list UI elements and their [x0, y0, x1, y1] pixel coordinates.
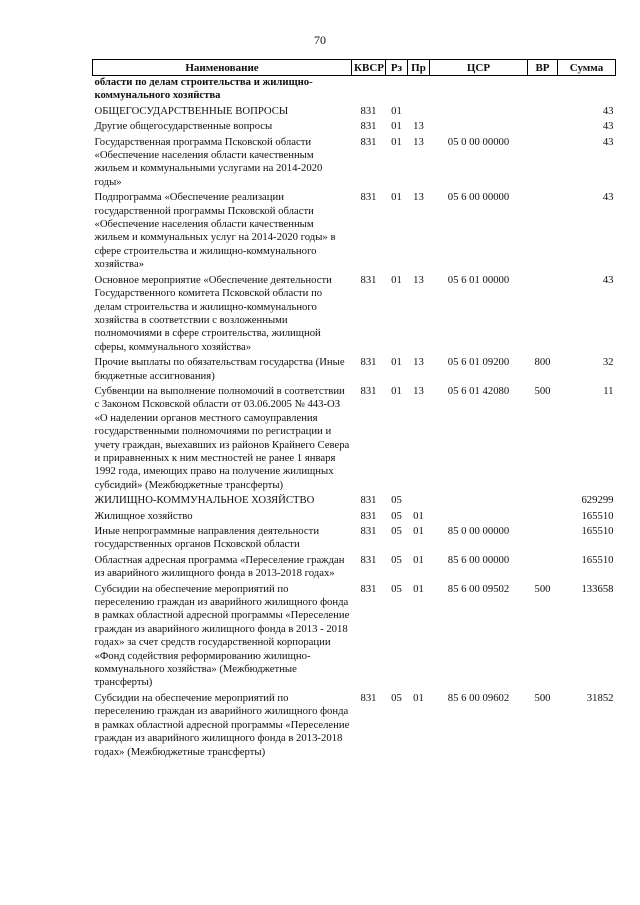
row-sum: 11	[603, 384, 614, 397]
header-kvsr: КВСР	[352, 60, 386, 76]
row-csr: 05 6 01 00000	[447, 273, 510, 286]
row-sum: 32	[602, 356, 614, 369]
table-row	[93, 189, 616, 271]
row-name: Жилищное хозяйство	[94, 509, 193, 522]
row-rz: 05	[391, 525, 402, 537]
row-vr: 500	[534, 582, 551, 595]
row-vr	[528, 118, 558, 133]
row-sum: 43	[602, 273, 614, 286]
row-rz: 05	[391, 494, 402, 507]
row-vr	[528, 492, 558, 507]
row-rz	[386, 76, 408, 103]
row-pr: 01	[413, 509, 424, 522]
row-pr: 01	[413, 582, 424, 595]
row-pr: 13	[413, 191, 424, 204]
row-vr: 500	[534, 384, 551, 397]
row-vr	[528, 272, 558, 354]
row-vr	[528, 189, 558, 271]
row-sum: 133658	[581, 582, 614, 595]
row-csr	[430, 118, 528, 133]
row-csr: 85 6 00 09602	[447, 691, 510, 704]
row-name: Субсидии на обеспечение мероприятий по переселению граждан из аварийного жилищного фонда в рамках областной адресной программы «Переселение граждан из аварийного жилищного фонда в 2013 - 2018 годах» за счет средств государственной корпорации «Фонд содействия реформированию жилищно-коммунального хозяйства» (Межбюджетные трансферты)	[94, 582, 350, 689]
row-sum: 43	[602, 191, 614, 204]
row-sum	[558, 76, 616, 103]
row-pr: 13	[413, 135, 424, 148]
header-sum: Сумма	[558, 60, 616, 76]
row-sum: 31852	[586, 691, 614, 704]
row-rz: 05	[391, 691, 402, 704]
row-sum: 43	[602, 104, 614, 117]
row-sum: 165510	[581, 525, 614, 537]
row-vr: 800	[534, 356, 551, 369]
row-pr: 13	[413, 356, 424, 369]
table-row	[93, 492, 616, 507]
table-row	[93, 134, 616, 190]
page-number: 70	[314, 33, 326, 47]
row-vr: 500	[534, 691, 551, 704]
row-pr: 13	[413, 120, 424, 133]
table-row	[93, 272, 616, 354]
row-name: области по делам строительства и жилищно-коммунального хозяйства	[94, 76, 313, 102]
row-csr: 05 6 01 42080	[447, 384, 510, 397]
row-csr	[430, 76, 528, 103]
row-pr: 01	[413, 553, 424, 566]
row-name: Субсидии на обеспечение мероприятий по переселению граждан из аварийного жилищного фонда в рамках областной адресной программы «Переселение граждан из аварийного жилищного фонда в 2013-2018 годах» (Межбюджетные трансферты)	[94, 691, 350, 758]
table-row	[93, 76, 616, 103]
header-rz: Рз	[386, 60, 408, 76]
row-csr: 05 0 00 00000	[447, 135, 510, 148]
row-csr	[430, 508, 528, 523]
row-rz: 01	[391, 384, 402, 397]
budget-table	[92, 59, 616, 759]
row-vr	[528, 552, 558, 581]
table-row	[93, 354, 616, 383]
row-rz: 01	[391, 135, 402, 148]
row-csr: 85 6 00 00000	[447, 553, 510, 566]
row-name: Субвенции на выполнение полномочий в соответствии с Законом Псковской области от 03.06.2005 № 443-ОЗ «О наделении органов местного самоуправления государственными полномочиями по регистрации и учету граждан, выехавших из районов Крайнего Севера и приравненных к ним местностей не ранее 1 января 1992 года, имеющих право на получение жилищных субсидий» (Межбюджетные трансферты)	[94, 384, 350, 491]
row-kvsr: 831	[360, 191, 377, 204]
row-kvsr: 831	[360, 553, 377, 566]
row-kvsr: 831	[360, 509, 377, 522]
row-csr: 85 6 00 09502	[447, 582, 510, 595]
table-row	[93, 523, 616, 552]
header-csr: ЦСР	[430, 60, 528, 76]
row-name: Областная адресная программа «Переселение граждан из аварийного жилищного фонда в 2013-2018 годах»	[94, 553, 345, 580]
row-vr	[528, 523, 558, 552]
row-name: Другие общегосударственные вопросы	[94, 120, 273, 133]
row-vr	[528, 508, 558, 523]
row-rz: 01	[391, 120, 402, 133]
row-pr	[408, 492, 430, 507]
row-sum: 165510	[581, 553, 614, 566]
row-kvsr: 831	[360, 384, 377, 397]
row-csr: 05 6 00 00000	[447, 191, 510, 204]
row-sum: 165510	[581, 509, 614, 522]
table-header-row	[93, 60, 616, 76]
row-kvsr: 831	[360, 104, 377, 117]
row-sum: 43	[602, 135, 614, 148]
table-row	[93, 383, 616, 492]
header-pr: Пр	[408, 60, 430, 76]
row-name: ЖИЛИЩНО-КОММУНАЛЬНОЕ ХОЗЯЙСТВО	[94, 494, 315, 507]
row-kvsr: 831	[360, 494, 377, 507]
row-name: ОБЩЕГОСУДАРСТВЕННЫЕ ВОПРОСЫ	[94, 104, 289, 117]
table-row	[93, 552, 616, 581]
row-name: Основное мероприятие «Обеспечение деятельности Государственного комитета Псковской области по делам строительства и жилищно-коммунального хозяйства в соответствии с возложенными полномочиями в сфере строительства, жилищной сферы, коммунального хозяйства»	[94, 273, 332, 353]
header-name: Наименование	[93, 60, 352, 76]
row-pr: 01	[413, 691, 424, 704]
table-row	[93, 118, 616, 133]
row-sum: 43	[602, 120, 614, 133]
row-kvsr: 831	[360, 356, 377, 369]
row-rz: 01	[391, 273, 402, 286]
table-row	[93, 690, 616, 759]
row-pr: 01	[413, 525, 424, 537]
row-sum: 629299	[581, 494, 614, 507]
row-rz: 05	[391, 582, 402, 595]
row-kvsr	[352, 76, 386, 103]
row-name: Государственная программа Псковской области «Обеспечение населения области качественным жильем и коммунальными услугами на 2014-2020 годы»	[94, 135, 323, 188]
row-pr: 13	[413, 273, 424, 286]
row-name: Прочие выплаты по обязательствам государства (Иные бюджетные ассигнования)	[94, 356, 345, 382]
table-row	[93, 103, 616, 118]
row-rz: 01	[391, 356, 402, 369]
row-vr	[528, 76, 558, 103]
table-row	[93, 581, 616, 690]
row-rz: 01	[391, 104, 402, 117]
row-name: Иные непрограммные направления деятельности государственных органов Псковской области	[94, 525, 320, 551]
row-pr	[408, 103, 430, 118]
row-rz: 05	[391, 553, 402, 566]
row-csr	[430, 103, 528, 118]
row-kvsr: 831	[360, 525, 377, 537]
row-csr: 05 6 01 09200	[447, 356, 510, 369]
row-rz: 05	[391, 509, 402, 522]
header-vr: ВР	[528, 60, 558, 76]
row-csr	[430, 492, 528, 507]
row-kvsr: 831	[360, 135, 377, 148]
row-kvsr: 831	[360, 691, 377, 704]
row-pr: 13	[413, 384, 424, 397]
row-rz: 01	[391, 191, 402, 204]
row-vr	[528, 103, 558, 118]
table-row	[93, 508, 616, 523]
row-csr: 85 0 00 00000	[447, 525, 510, 537]
row-kvsr: 831	[360, 582, 377, 595]
row-name: Подпрограмма «Обеспечение реализации государственной программы Псковской области «Обеспечение населения области качественным жильем и коммунальных услуг на 2014-2020 годы» в сфере строительства и жилищно-коммунального хозяйства»	[94, 191, 336, 271]
row-pr	[408, 76, 430, 103]
row-vr	[528, 134, 558, 190]
row-kvsr: 831	[360, 273, 377, 286]
row-kvsr: 831	[360, 120, 377, 133]
